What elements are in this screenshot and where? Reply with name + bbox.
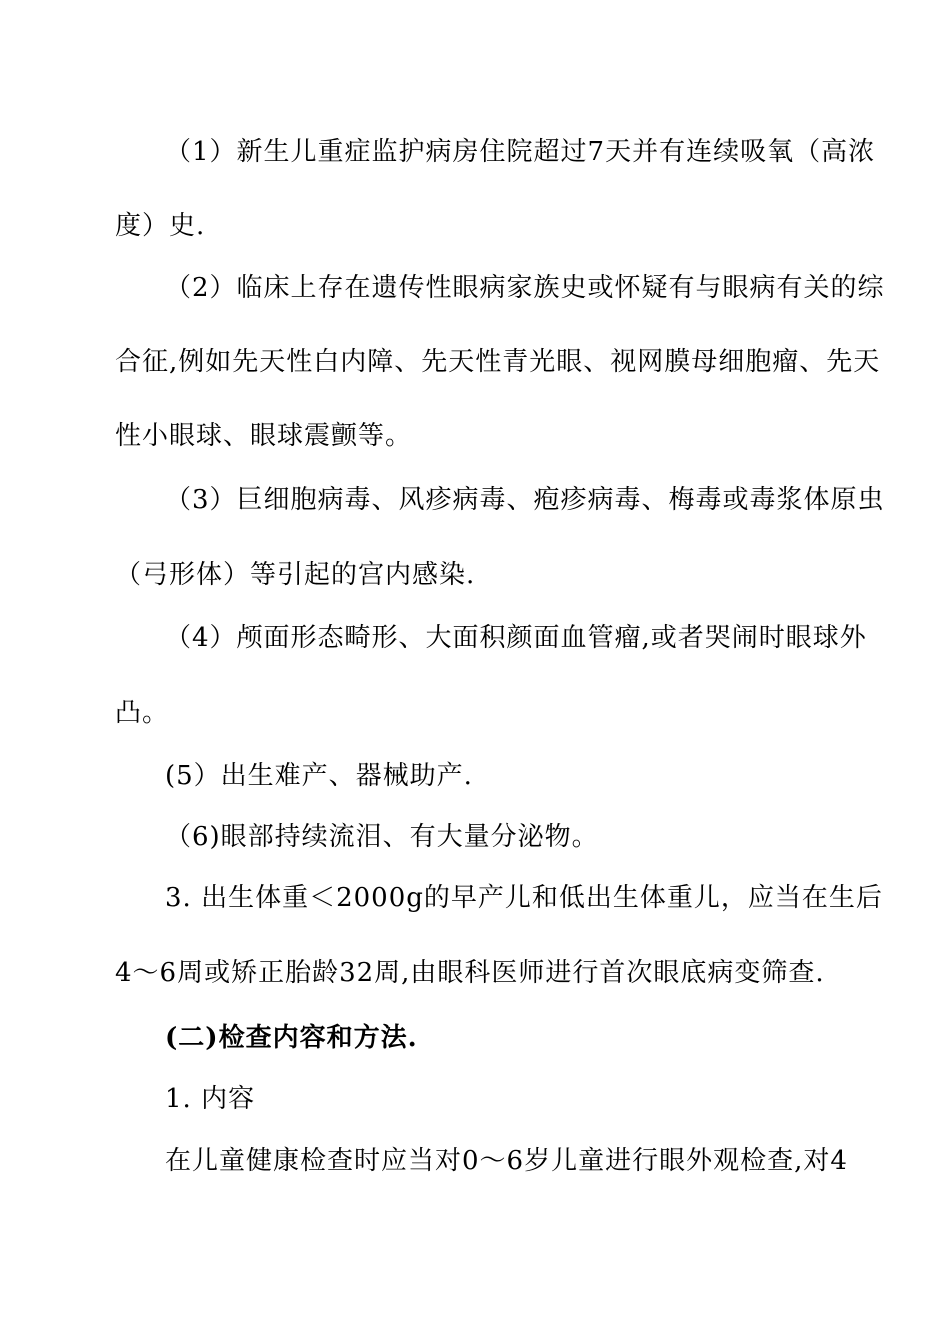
section-heading: (二)检查内容和方法. [165, 1023, 418, 1053]
paragraph-7-line-1: 3. 出生体重＜2000g的早产儿和低出生体重儿，应当在生后 [165, 883, 883, 913]
paragraph-8-line-1: 在儿童健康检查时应当对0～6岁儿童进行眼外观检查,对4 [165, 1146, 848, 1176]
paragraph-7-line-2: 4～6周或矫正胎龄32周,由眼科医师进行首次眼底病变筛查. [115, 958, 825, 988]
paragraph-2-line-2: 合征,例如先天性白内障、先天性青光眼、视网膜母细胞瘤、先天 [115, 347, 881, 377]
paragraph-4-line-1: （4）颅面形态畸形、大面积颜面血管瘤,或者哭闹时眼球外 [165, 623, 867, 653]
paragraph-6: （6)眼部持续流泪、有大量分泌物。 [165, 822, 599, 852]
paragraph-2-line-1: （2）临床上存在遗传性眼病家族史或怀疑有与眼病有关的综 [165, 273, 885, 303]
paragraph-3-line-2: （弓形体）等引起的宫内感染. [115, 560, 476, 590]
subsection-heading: 1. 内容 [165, 1084, 256, 1114]
paragraph-1-line-1: （1）新生儿重症监护病房住院超过7天并有连续吸氧（高浓 [165, 137, 876, 167]
paragraph-5: (5）出生难产、器械助产. [165, 761, 473, 791]
paragraph-4-line-2: 凸。 [115, 698, 170, 728]
paragraph-2-line-3: 性小眼球、眼球震颤等。 [115, 421, 413, 451]
paragraph-3-line-1: （3）巨细胞病毒、风疹病毒、疱疹病毒、梅毒或毒浆体原虫 [165, 485, 885, 515]
paragraph-1-line-2: 度）史. [115, 211, 206, 241]
